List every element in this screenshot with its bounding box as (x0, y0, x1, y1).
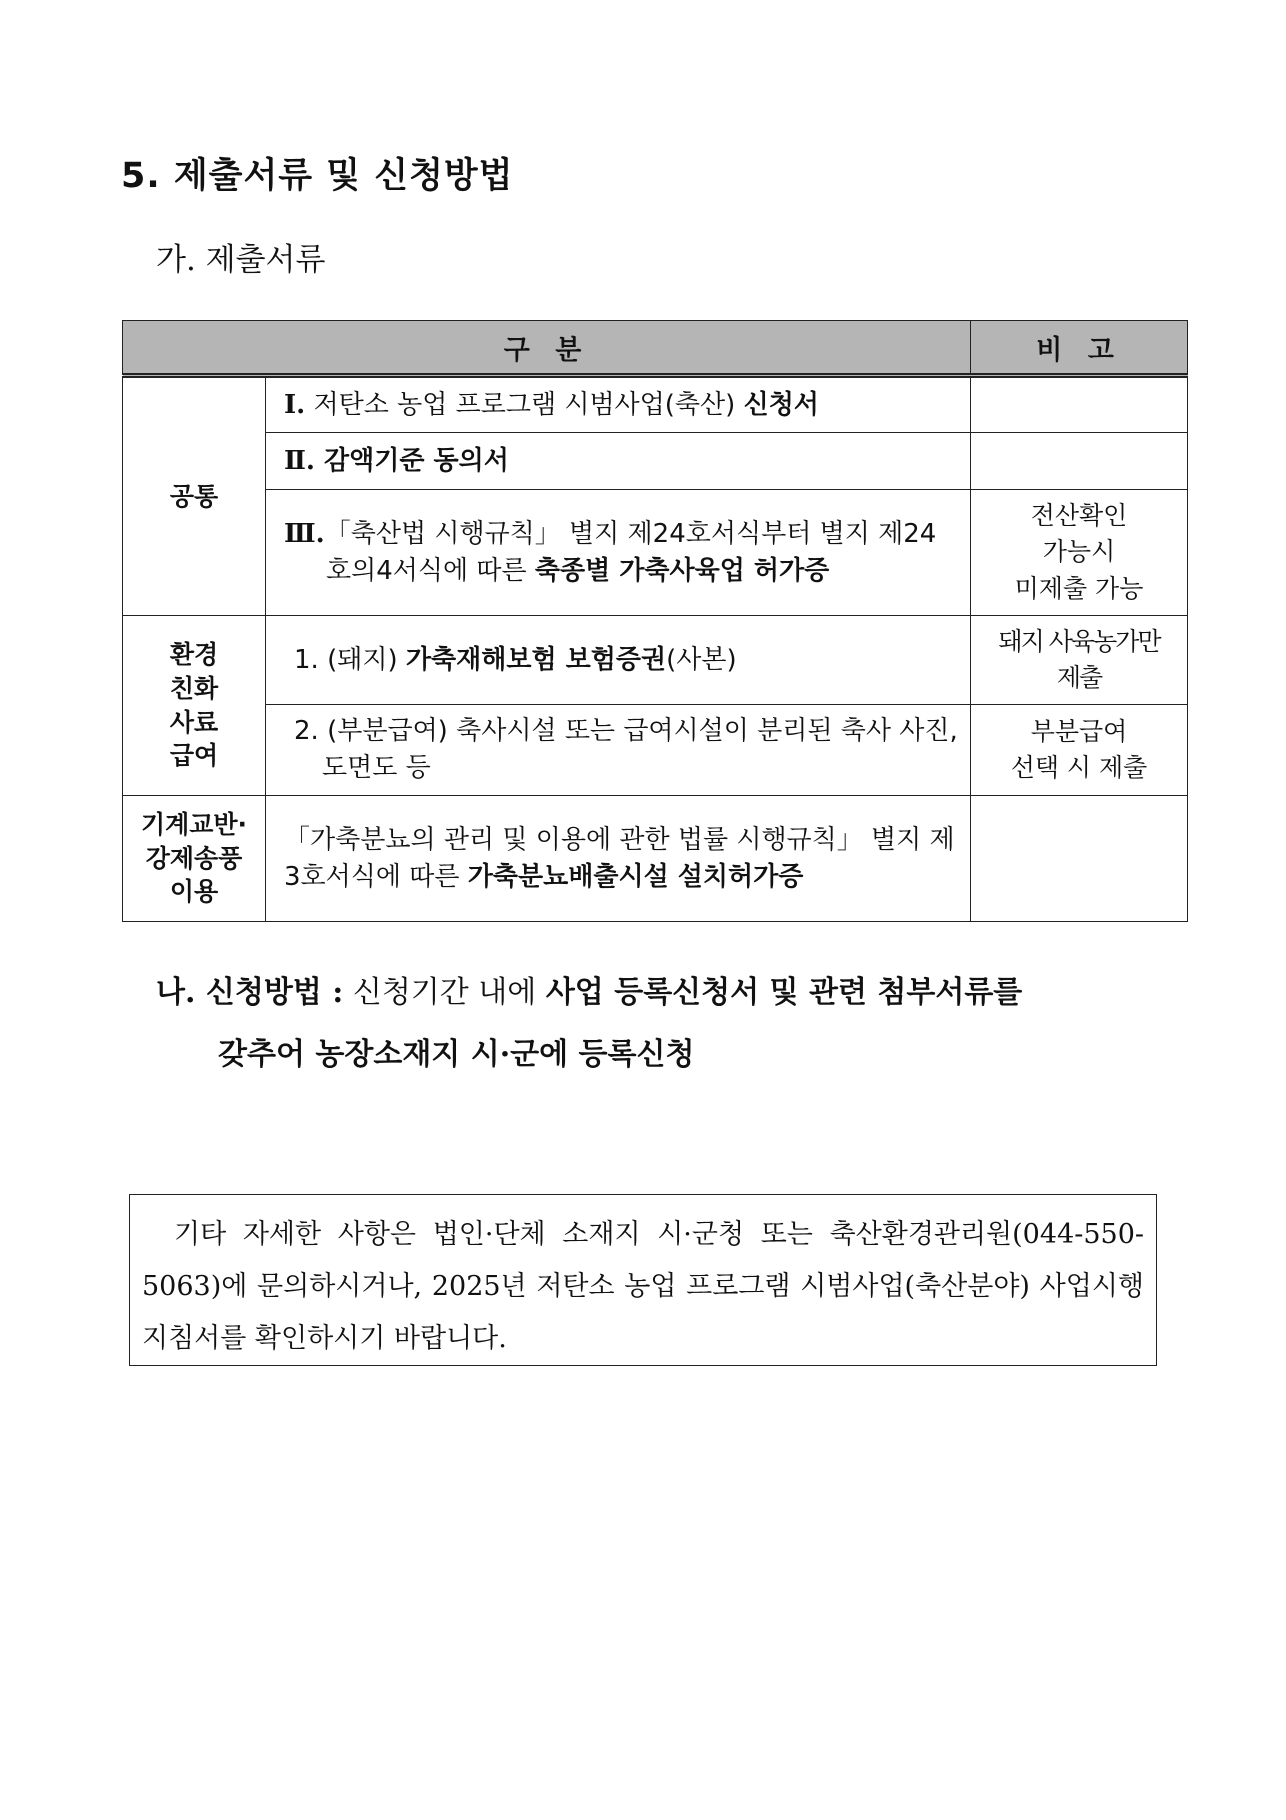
doc-item (266, 705, 971, 796)
header-category: 구 분 (123, 321, 971, 376)
contact-text: 기타 자세한 사항은 법인·단체 소재지 시·군청 또는 축산환경관리원(044-550-5063)에 문의하시거나, 2025년 저탄소 농업 프로그램 시범사업(축산분야) 사업시행지침서를 확인하시기 바랍니다. (142, 1219, 1144, 1354)
documents-table (122, 320, 1188, 922)
doc-bold: 신청서 (743, 389, 819, 420)
contact-info-box (129, 1194, 1157, 1366)
method-text: 신청기간 내에 (343, 975, 546, 1010)
doc-text: (사본) (666, 644, 737, 675)
doc-item (266, 490, 971, 616)
doc-text: 「가축분뇨의 관리 및 이용에 관한 법률 시행규칙」 별지 제3호서식에 따른 (284, 824, 955, 892)
application-method (156, 962, 1166, 1086)
doc-text: 1. (돼지) (294, 644, 406, 675)
doc-item (266, 616, 971, 705)
method-bold: 갖추어 농장소재지 시·군에 등록신청 (218, 1037, 695, 1072)
category-line: 강제송풍 (145, 843, 243, 873)
table-row (123, 796, 1188, 922)
note-cell: 부분급여 선택 시 제출 (971, 705, 1188, 796)
method-bold: 사업 등록신청서 및 관련 첨부서류를 (545, 975, 1023, 1010)
category-line: 환경 (169, 640, 219, 669)
doc-text: 저탄소 농업 프로그램 시범사업(축산) (305, 389, 744, 420)
category-line: 사료 (169, 707, 219, 737)
note-cell (971, 433, 1188, 490)
table-row (123, 705, 1188, 796)
note-cell (971, 376, 1188, 433)
section-title: 5. 제출서류 및 신청방법 (121, 156, 514, 196)
doc-bold: 감액기준 동의서 (314, 445, 509, 476)
note-cell: 돼지 사육농가만 제출 (971, 616, 1188, 705)
category-line: 기계교반· (140, 809, 248, 839)
roman-numeral: Ⅲ. (284, 518, 325, 549)
note-cell (971, 796, 1188, 922)
category-line: 급여 (169, 741, 219, 771)
category-line: 이용 (169, 877, 219, 907)
category-line: 친화 (169, 673, 219, 703)
note-cell: 전산확인 가능시 미제출 가능 (971, 490, 1188, 616)
table-row (123, 490, 1188, 616)
doc-item (266, 433, 971, 490)
table-row (123, 616, 1188, 705)
table-row (123, 433, 1188, 490)
table-header-row (123, 321, 1188, 376)
method-label: 나. 신청방법 : (156, 975, 344, 1010)
doc-bold: 축종별 가축사육업 허가증 (534, 555, 830, 586)
roman-numeral: Ⅰ. (284, 389, 306, 420)
category-mechanical (123, 796, 266, 922)
roman-numeral: Ⅱ. (284, 445, 315, 476)
doc-item (266, 796, 971, 922)
doc-bold: 가축재해보험 보험증권 (405, 644, 667, 675)
doc-bold: 가축분뇨배출시설 설치허가증 (467, 861, 804, 892)
doc-text: 2. (부분급여) 축사시설 또는 급여시설이 분리된 축사 사진, 도면도 등 (294, 716, 958, 783)
header-note: 비 고 (971, 321, 1188, 376)
category-eco-feed (123, 616, 266, 796)
category-common: 공통 (123, 376, 266, 616)
table-row (123, 376, 1188, 433)
doc-text: 「축산법 시행규칙」 별지 제24호서식부터 별지 제24호의4서식에 따른 (324, 518, 937, 586)
doc-item (266, 376, 971, 433)
subsection-heading: 가. 제출서류 (156, 242, 326, 278)
